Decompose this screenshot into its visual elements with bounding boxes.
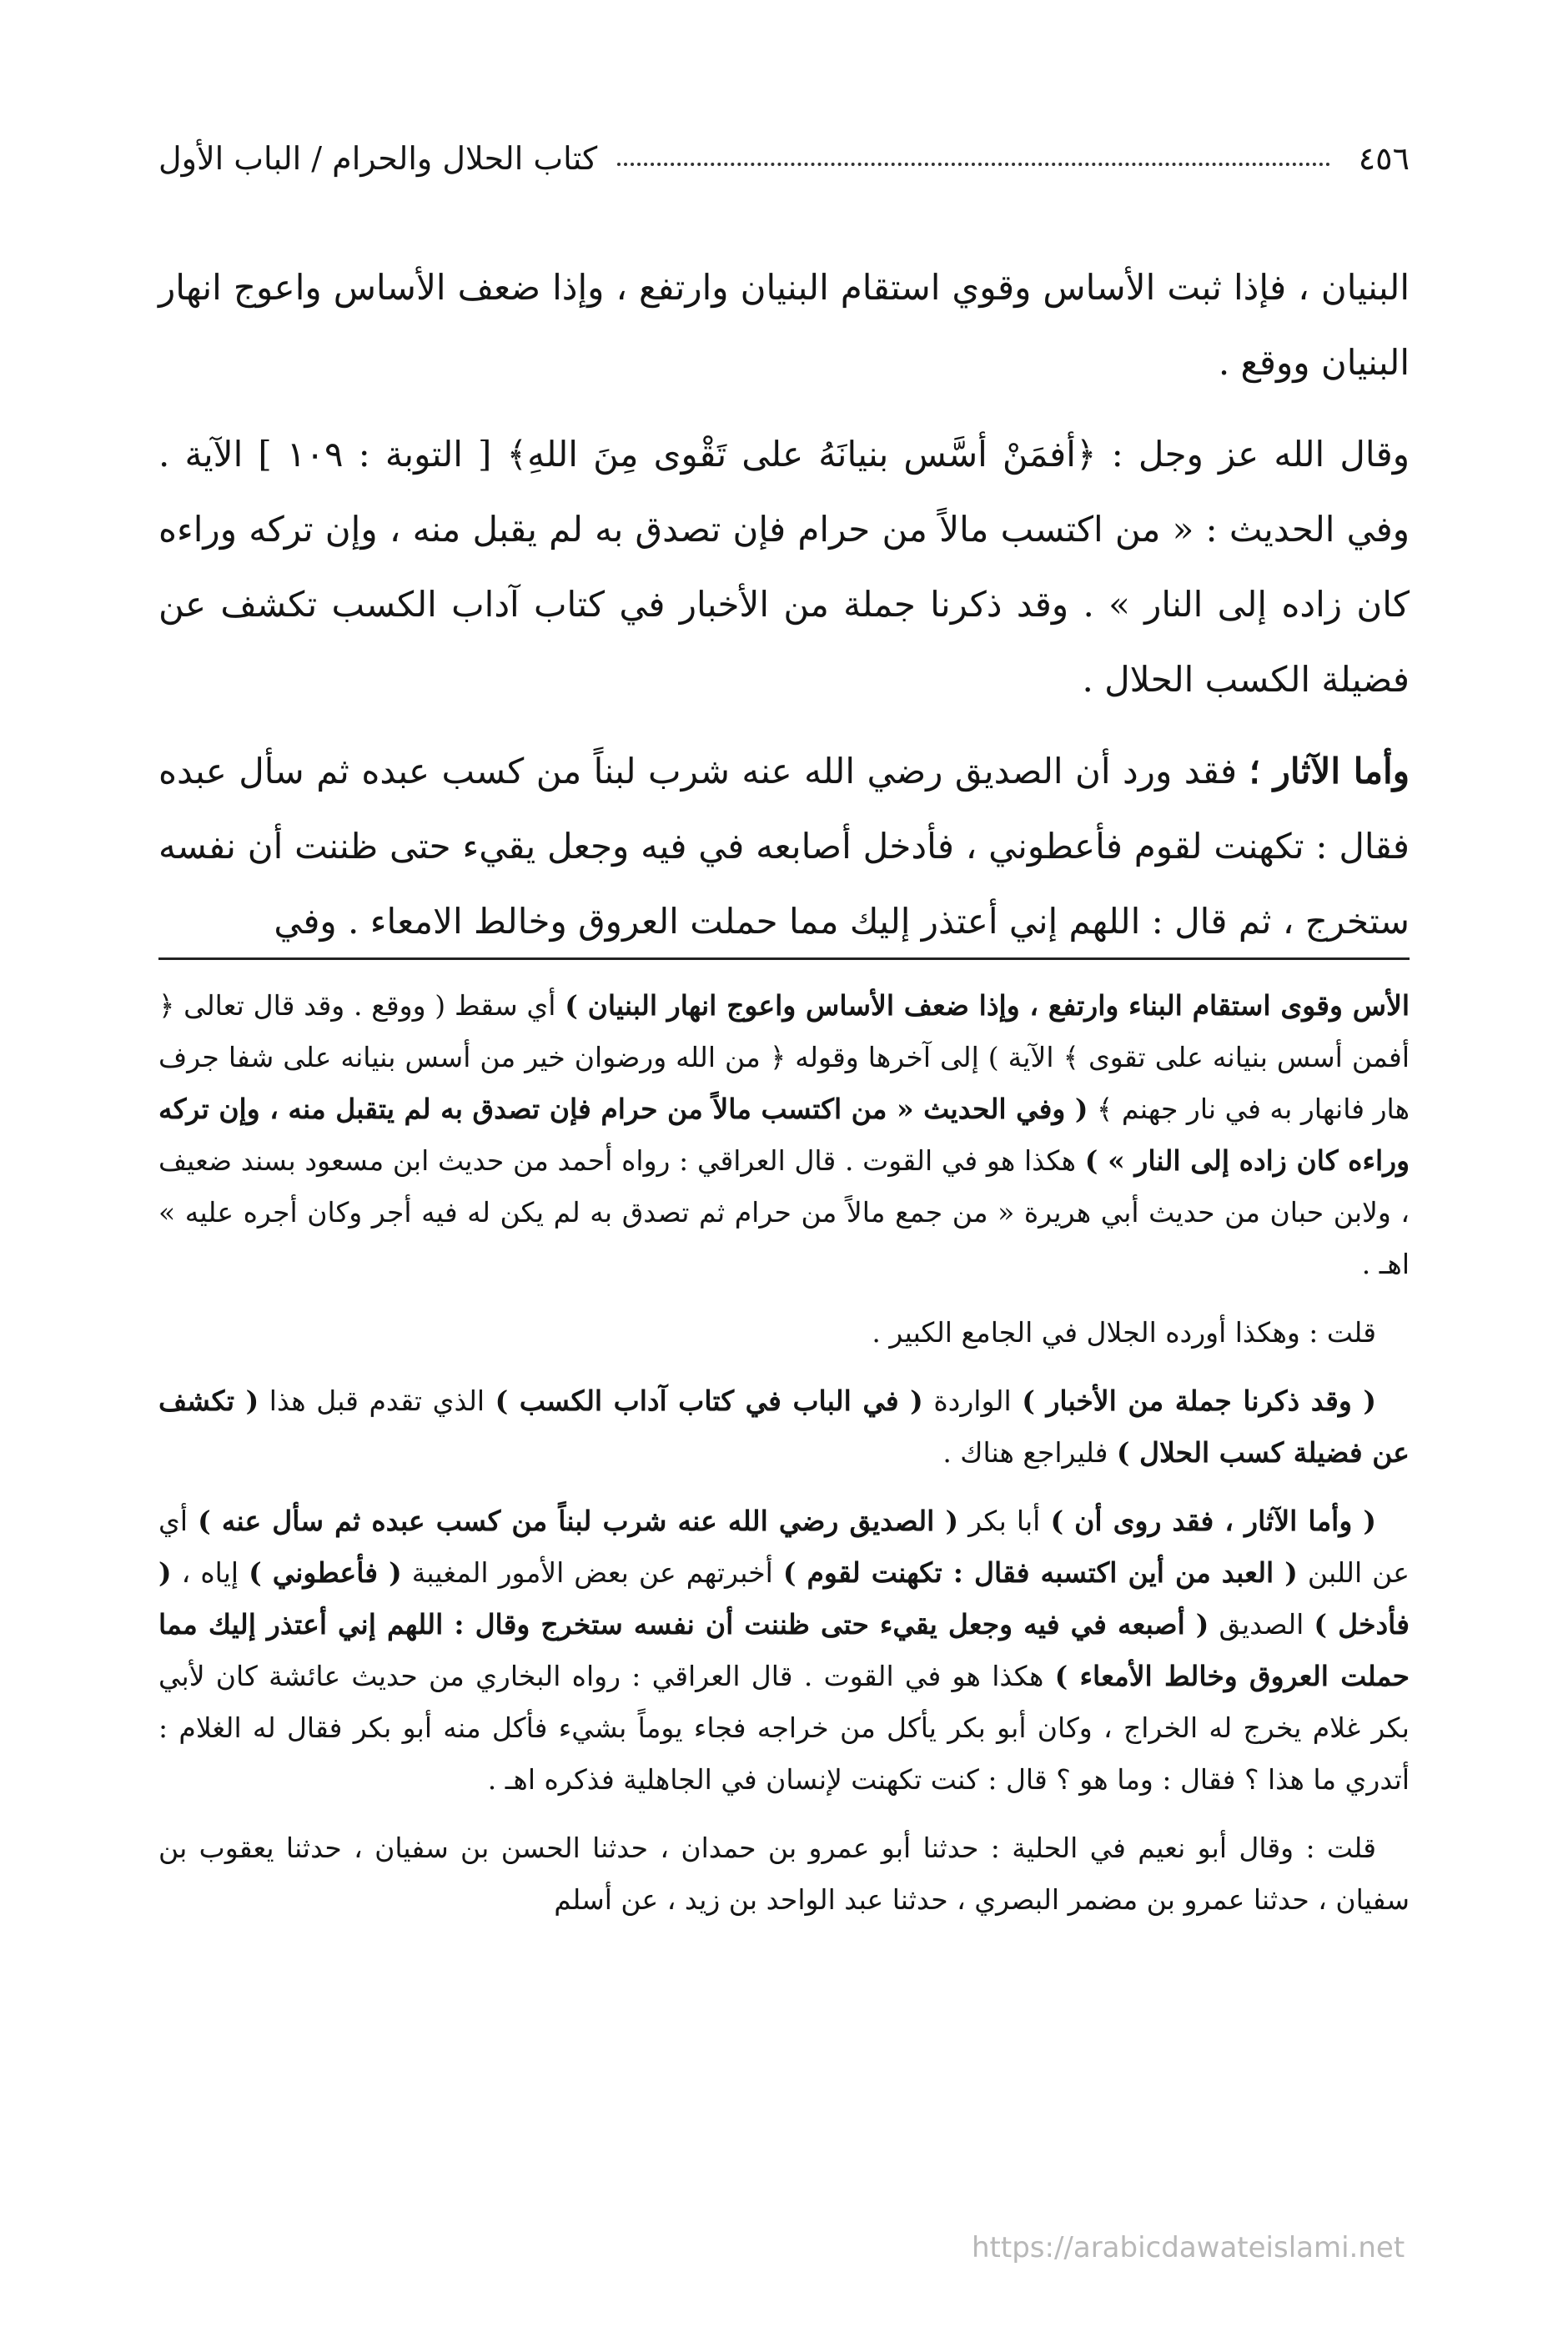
page-header xyxy=(158,125,1410,192)
commentary-3-text-b: الواردة xyxy=(922,1385,1023,1417)
commentary-4-quote-a: ( وأما الآثار ، فقد روى أن ) xyxy=(1050,1505,1376,1537)
commentary-3-quote-e: ( تكشف عن فضيلة كسب الحلال ) xyxy=(158,1385,1410,1469)
running-title: كتاب الحلال والحرام / الباب الأول xyxy=(158,140,598,177)
commentary-1-quote-c: ( وفي الحديث « من اكتسب مالاً من حرام فإن تصدق به لم يتقبل منه ، وإن تركه وراءه كان زاده إلى النار » ) xyxy=(158,1093,1410,1177)
commentary-4-quote-g: ( فأعطوني ) xyxy=(249,1556,402,1589)
commentary-3-text-f: فليراجع هناك . xyxy=(942,1436,1117,1469)
header-dotted-leader xyxy=(617,163,1329,166)
commentary-4-text-j: الصديق xyxy=(1209,1608,1314,1641)
watermark-url: https://arabicdawateislami.net xyxy=(972,2231,1405,2264)
commentary-3-quote-a: ( وقد ذكرنا جملة من الأخبار ) xyxy=(1022,1385,1376,1417)
commentary-paragraph-5: قلت : وقال أبو نعيم في الحلية : حدثنا أبو عمرو بن حمدان ، حدثنا الحسن بن سفيان ، حدثنا يعقوب بن سفيان ، حدثنا عمرو بن مضمر البصري ، حدثنا عبد الواحد بن زيد ، عن أسلم xyxy=(158,1832,1410,1916)
commentary-4-text-d: أي عن اللبن xyxy=(158,1505,1410,1589)
commentary-4-quote-e: ( العبد من أين اكتسبه فقال : تكهنت لقوم ) xyxy=(782,1556,1298,1589)
commentary-paragraph-1 xyxy=(158,980,1410,1290)
commentary-1-text-b: أي سقط ( ووقع . وقد قال تعالى ﴿ أفمن أسس بنيانه على تقوى ﴾ الآية ) إلى آخرها وقوله ﴿ من الله ورضوان خير من أسس بنيانه على شفا جرف هار فانهار به في نار جهنم ﴾ xyxy=(158,989,1410,1125)
commentary-3-quote-c: ( في الباب في كتاب آداب الكسب ) xyxy=(495,1385,923,1417)
commentary-4-quote-c: ( الصديق رضي الله عنه شرب لبناً من كسب عبده ثم سأل عنه ) xyxy=(198,1505,959,1537)
main-text xyxy=(158,250,1410,976)
main-paragraph-2: وقال الله عز وجل : ﴿أفمَنْ أسَّس بنيانَهُ على تَقْوى مِنَ اللهِ﴾ [ التوبة : ١٠٩ ] الآية . وفي الحديث : « من اكتسب مالاً من حرام فإن تصدق به لم يقبل منه ، وإن تركه وراءه كان زاده إلى النار » . وقد ذكرنا جملة من الأخبار في كتاب آداب الكسب تكشف عن فضيلة الكسب الحلال . xyxy=(158,434,1410,700)
main-paragraph-3-lead: وأما الآثار ؛ xyxy=(1249,751,1410,792)
commentary-paragraph-3 xyxy=(158,1375,1410,1479)
commentary-1-text-d: هكذا هو في القوت . قال العراقي : رواه أحمد من حديث ابن مسعود بسند ضعيف ، ولابن حبان من حديث أبي هريرة « من جمع مالاً من حرام ثم تصدق به لم يكن له فيه أجر وكان أجره عليه » اهـ . xyxy=(158,1144,1410,1280)
commentary-4-text-b: أبا بكر xyxy=(958,1505,1051,1537)
commentary-paragraph-4 xyxy=(158,1495,1410,1806)
commentary-4-text-h: إياه ، xyxy=(171,1556,249,1589)
commentary-4-text-l: هكذا هو في القوت . قال العراقي : رواه البخاري من حديث عائشة كان لأبي بكر غلام يخرج له الخراج ، وكان أبو بكر يأكل من خراجه فجاء يوماً بشيء فأكل منه أبو بكر فقال له الغلام : أتدري ما هذا ؟ فقال : وما هو ؟ قال : كنت تكهنت لإنسان في الجاهلية فذكره اهـ . xyxy=(158,1660,1410,1796)
commentary-1-quote-a: الأس وقوى استقام البناء وارتفع ، وإذا ضعف الأساس واعوج انهار البنيان ) xyxy=(565,989,1410,1022)
main-paragraph-3-text: فقد ورد أن الصديق رضي الله عنه شرب لبناً من كسب عبده ثم سأل عبده فقال : تكهنت لقوم فأعطوني ، فأدخل أصابعه في فيه وجعل يقيء حتى ظننت أن نفسه ستخرج ، ثم قال : اللهم إني أعتذر إليك مما حملت العروق وخالط الامعاء . وفي xyxy=(158,751,1410,942)
commentary-paragraph-2: قلت : وهكذا أورده الجلال في الجامع الكبير . xyxy=(872,1316,1376,1349)
commentary xyxy=(158,980,1410,1942)
main-paragraph-3 xyxy=(158,734,1410,959)
commentary-3-text-d: الذي تقدم قبل هذا xyxy=(259,1385,495,1417)
main-paragraph-1: البنيان ، فإذا ثبت الأساس وقوي استقام البنيان وارتفع ، وإذا ضعف الأساس واعوج انهار البنيان ووقع . xyxy=(158,267,1410,383)
page-number: ٤٥٦ xyxy=(1358,140,1410,177)
commentary-4-quote-k: ( أصبعه في فيه وجعل يقيء حتى ظننت أن نفسه ستخرج وقال : اللهم إني أعتذر إليك مما حملت العروق وخالط الأمعاء ) xyxy=(158,1608,1410,1692)
commentary-4-text-f: أخبرتهم عن بعض الأمور المغيبة xyxy=(401,1556,783,1589)
commentary-4-quote-i: ( فأدخل ) xyxy=(158,1556,1410,1641)
section-divider xyxy=(158,957,1410,960)
